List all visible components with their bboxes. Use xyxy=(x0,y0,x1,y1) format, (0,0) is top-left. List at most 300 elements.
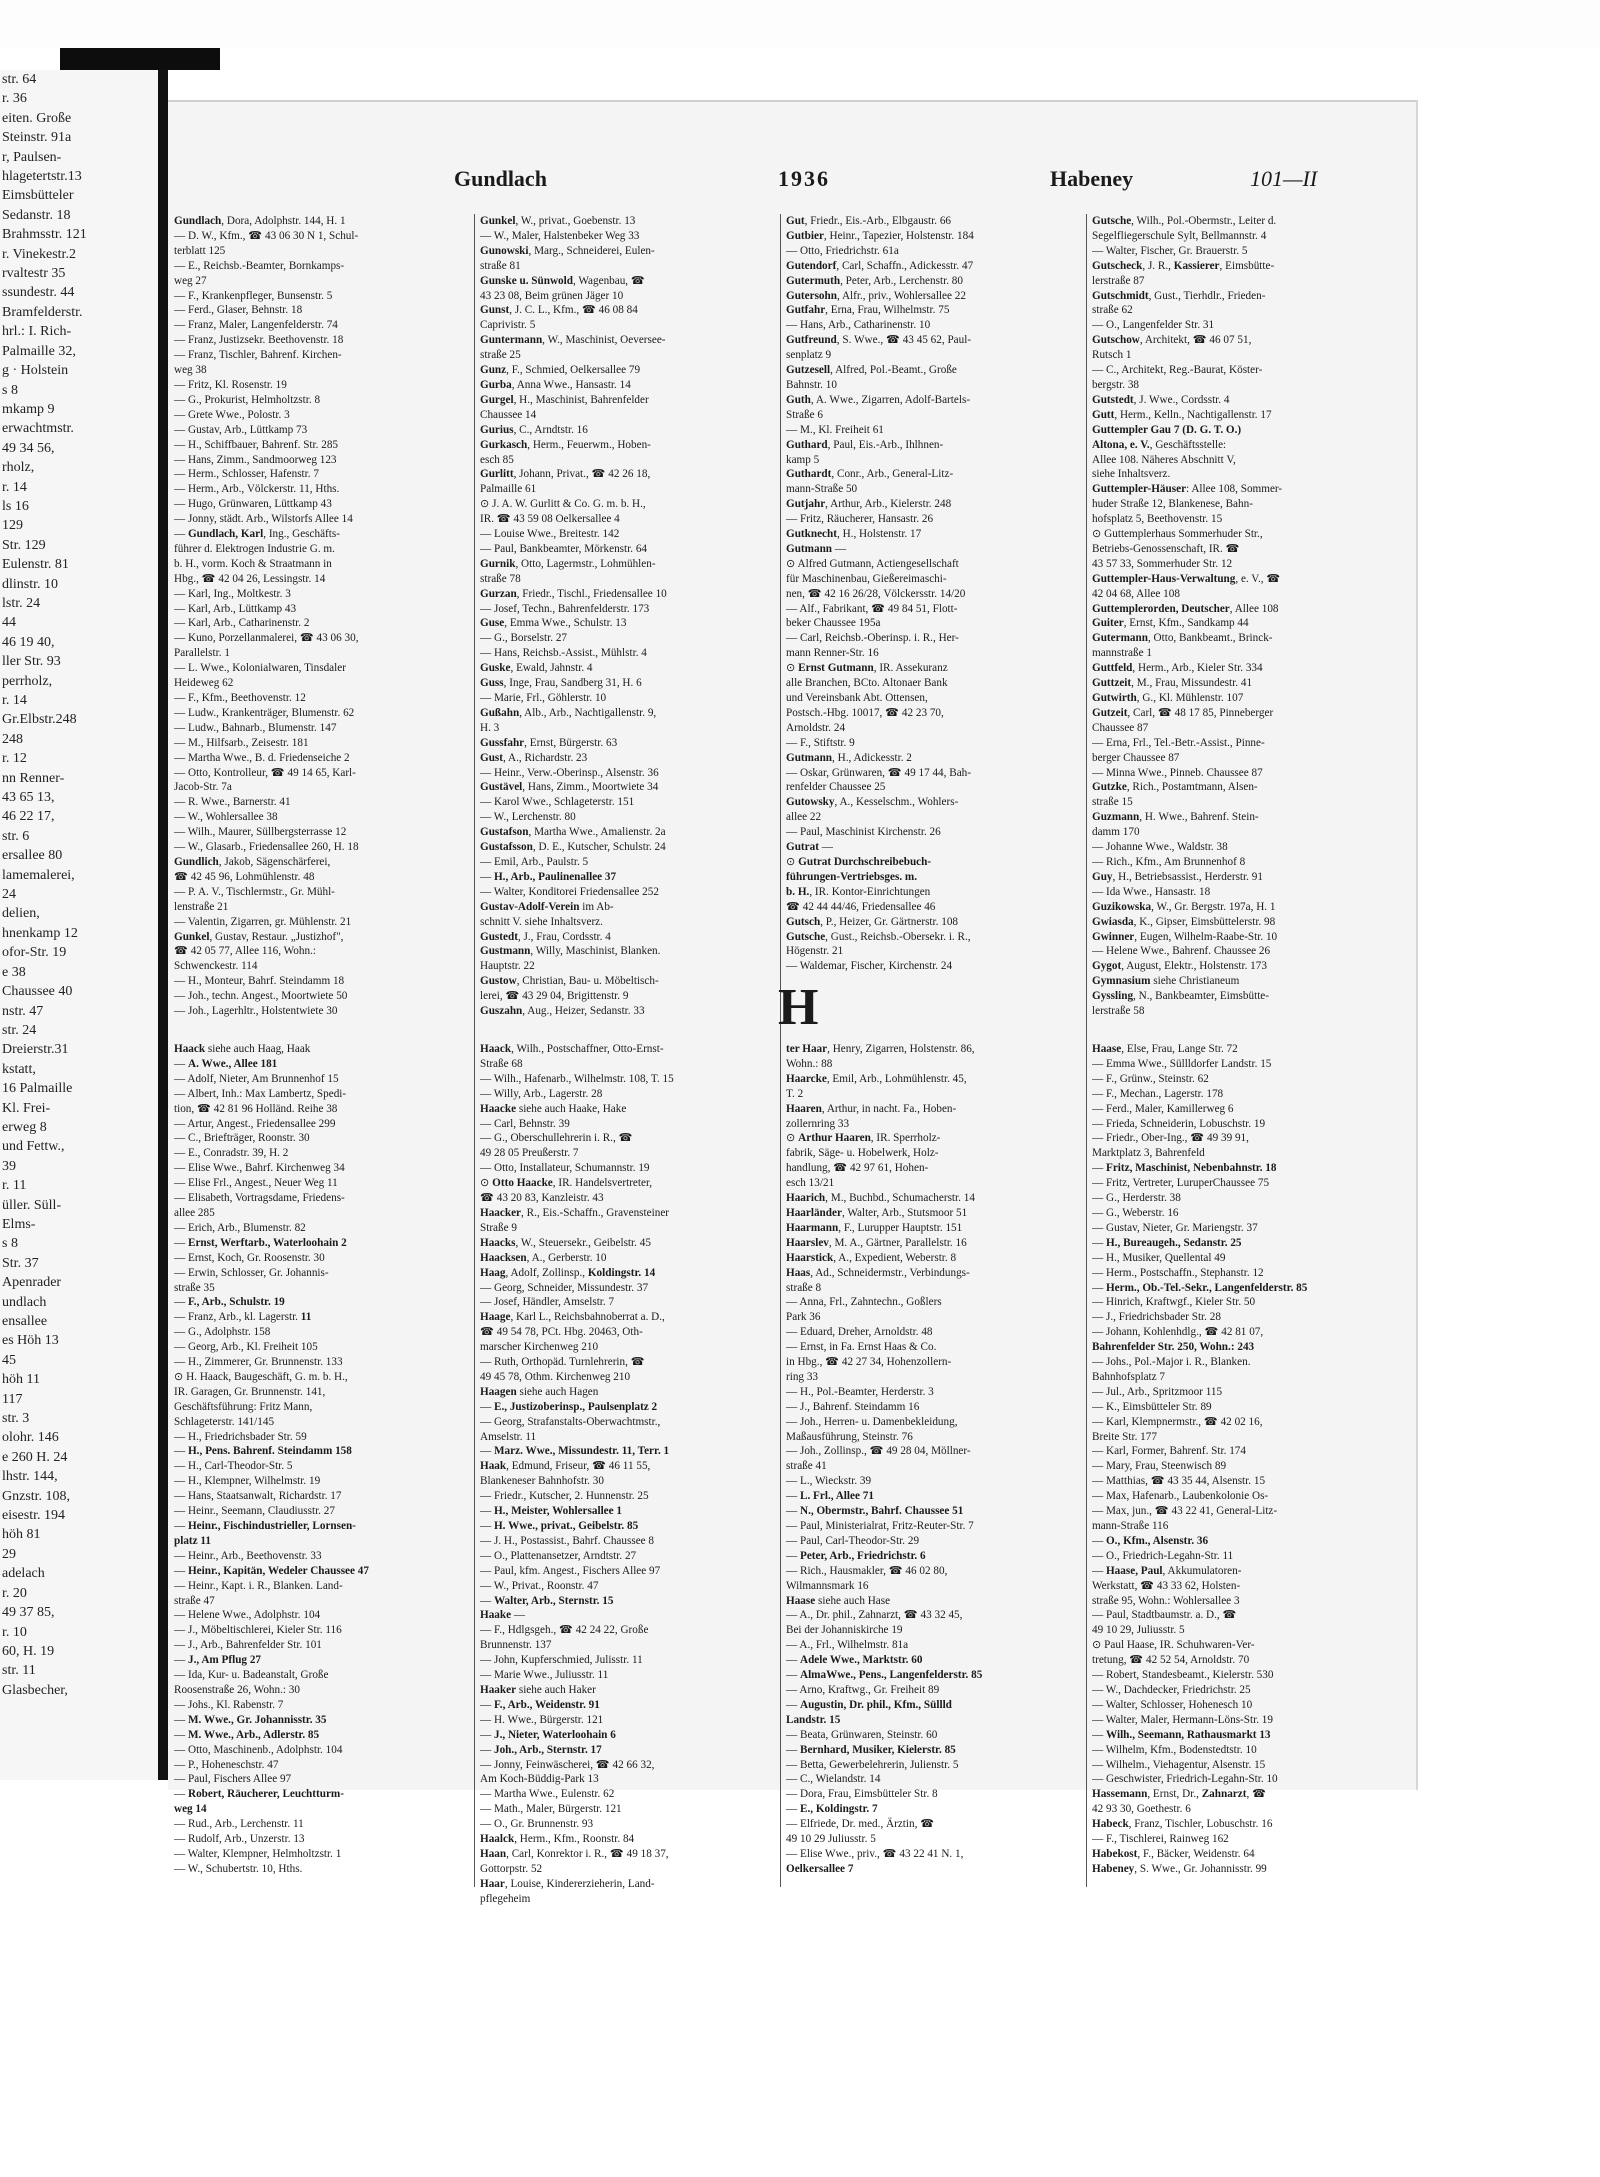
directory-entry: esch 85 xyxy=(480,453,514,466)
directory-entry: Gutsche, Wilh., Pol.-Obermstr., Leiter d. xyxy=(1092,215,1277,227)
directory-entry: — Walter, Maler, Hermann-Löns-Str. 19 xyxy=(1092,1713,1273,1726)
left-page-line: kstatt, xyxy=(2,1061,36,1077)
directory-entry: Haarich, M., Buchbd., Schumacherstr. 14 xyxy=(786,1192,975,1205)
directory-entry: — F., Stiftstr. 9 xyxy=(786,736,855,749)
book-spine xyxy=(158,70,168,1780)
directory-entry: — Waldemar, Fischer, Kirchenstr. 24 xyxy=(786,960,953,973)
directory-entry: Rutsch 1 xyxy=(1092,349,1132,362)
directory-entry: Guntermann, W., Maschinist, Oeversee- xyxy=(480,334,666,347)
left-page-line: undlach xyxy=(2,1294,47,1310)
directory-entry: — Walter, Konditorei Friedensallee 252 xyxy=(480,885,659,898)
directory-entry: Gunowski, Marg., Schneiderei, Eulen- xyxy=(480,244,655,257)
directory-entry: Haarcke, Emil, Arb., Lohmühlenstr. 45, xyxy=(786,1072,967,1085)
directory-entry: weg 38 xyxy=(174,364,207,377)
directory-entry: — Walter, Klempner, Helmholtzstr. 1 xyxy=(174,1847,342,1860)
left-page-line: s 8 xyxy=(2,382,18,398)
directory-entry: und Vereinsbank Abt. Ottensen, xyxy=(786,692,928,704)
directory-entry: — Hans, Arb., Catharinenstr. 10 xyxy=(786,319,931,332)
left-page-line: ssundestr. 44 xyxy=(2,285,75,301)
directory-entry: 49 28 05 Preußerstr. 7 xyxy=(480,1147,579,1160)
directory-entry: Gutbier, Heinr., Tapezier, Holstenstr. 184 xyxy=(786,229,974,242)
directory-entry: Roosenstraße 26, Wohn.: 30 xyxy=(174,1683,300,1696)
directory-entry: — F., Kfm., Beethovenstr. 12 xyxy=(174,692,306,704)
directory-entry: esch 13/21 xyxy=(786,1177,835,1190)
directory-entry: — F., Mechan., Lagerstr. 178 xyxy=(1092,1087,1224,1100)
directory-entry: Haarslev, M. A., Gärtner, Parallelstr. 16 xyxy=(786,1236,967,1249)
directory-entry: — L. Frl., Allee 71 xyxy=(786,1490,874,1503)
directory-entry: Gutwirth, G., Kl. Mühlenstr. 107 xyxy=(1092,692,1244,704)
directory-entry: — F., Tischlerei, Rainweg 162 xyxy=(1092,1833,1229,1846)
directory-entry: Habekost, F., Bäcker, Weidenstr. 64 xyxy=(1092,1847,1255,1860)
bottom-column-3 xyxy=(786,1042,1056,1877)
directory-entry: — Elise Wwe., Bahrf. Kirchenweg 34 xyxy=(174,1162,345,1175)
directory-entry: straße 81 xyxy=(480,259,521,272)
directory-entry: — G., Weberstr. 16 xyxy=(1092,1206,1179,1219)
directory-entry: b. H., IR. Kontor-Einrichtungen xyxy=(786,885,931,898)
directory-entry: lerstraße 87 xyxy=(1092,274,1145,287)
directory-entry: Gutfreund, S. Wwe., ☎ 43 45 62, Paul- xyxy=(786,334,972,347)
directory-entry: Gustav-Adolf-Verein im Ab- xyxy=(480,900,614,913)
directory-entry: — H., Meister, Wohlersallee 1 xyxy=(480,1505,622,1518)
directory-entry: Gutmann — xyxy=(786,542,846,555)
directory-entry: — H., Friedrichsbader Str. 59 xyxy=(174,1430,307,1443)
directory-entry: — Minna Wwe., Pinneb. Chaussee 87 xyxy=(1092,766,1263,779)
directory-entry: — Wilhelm., Viehagentur, Alsenstr. 15 xyxy=(1092,1758,1266,1771)
directory-entry: — Heinr., Fischindustrieller, Lornsen- xyxy=(174,1520,356,1532)
directory-entry: — Paul, Maschinist Kirchenstr. 26 xyxy=(786,826,941,839)
directory-entry: — Jonny, Feinwäscherei, ☎ 42 66 32, xyxy=(480,1758,655,1771)
directory-entry: mannstraße 1 xyxy=(1092,647,1152,660)
directory-entry: ☎ 42 05 77, Allee 116, Wohn.: xyxy=(174,945,316,958)
directory-entry: — Karl, Arb., Catharinenstr. 2 xyxy=(174,617,310,630)
directory-entry: Guttemplerorden, Deutscher, Allee 108 xyxy=(1092,602,1279,615)
directory-entry: Haarmann, F., Lurupper Hauptstr. 151 xyxy=(786,1221,963,1234)
directory-entry: Haacks, W., Steuersekr., Geibelstr. 45 xyxy=(480,1236,651,1249)
directory-entry: Gutsche, Gust., Reichsb.-Obersekr. i. R., xyxy=(786,930,971,943)
directory-entry: weg 27 xyxy=(174,274,207,287)
directory-entry: Gustafsson, D. E., Kutscher, Schulstr. 24 xyxy=(480,841,666,854)
left-page-line: lhstr. 144, xyxy=(2,1469,58,1485)
directory-entry: — H., Zimmerer, Gr. Brunnenstr. 133 xyxy=(174,1356,343,1369)
directory-entry: — Herm., Ob.-Tel.-Sekr., Langenfelderstr. 85 xyxy=(1092,1281,1308,1294)
left-page-line: r. 14 xyxy=(2,479,27,495)
directory-entry: Bei der Johanniskirche 19 xyxy=(786,1624,903,1637)
directory-entry: — Karl, Klempnermstr., ☎ 42 02 16, xyxy=(1092,1415,1263,1428)
directory-entry: — Ida Wwe., Hansastr. 18 xyxy=(1092,885,1211,898)
directory-entry: — Hans, Staatsanwalt, Richardstr. 17 xyxy=(174,1490,342,1503)
directory-entry: — Augustin, Dr. phil., Kfm., Süllld xyxy=(786,1698,952,1711)
left-page-line: üller. Süll- xyxy=(2,1197,62,1213)
left-page-line: adelach xyxy=(2,1566,45,1582)
directory-entry: — W., Privat., Roonstr. 47 xyxy=(480,1579,599,1592)
directory-entry: — Kuno, Porzellanmalerei, ☎ 43 06 30, xyxy=(174,632,359,645)
directory-entry: Guttzeit, M., Frau, Missundestr. 41 xyxy=(1092,677,1253,690)
directory-entry: nen, ☎ 42 16 26/28, Völckersstr. 14/20 xyxy=(786,587,966,600)
directory-entry: — Franz, Arb., kl. Lagerstr. 11 xyxy=(174,1311,312,1324)
left-page-line: Chaussee 40 xyxy=(2,984,73,1000)
left-page-line: delien, xyxy=(2,906,40,922)
directory-entry: Haack siehe auch Haag, Haak xyxy=(174,1043,311,1055)
directory-entry: — H., Musiker, Quellental 49 xyxy=(1092,1251,1226,1264)
directory-entry: — Karl, Arb., Lüttkamp 43 xyxy=(174,602,297,615)
directory-entry: — Max, Hafenarb., Laubenkolonie Os- xyxy=(1092,1490,1269,1503)
directory-entry: Park 36 xyxy=(786,1311,821,1324)
directory-entry: Gutschow, Architekt, ☎ 46 07 51, xyxy=(1092,334,1252,347)
directory-entry: Haack, Wilh., Postschaffner, Otto-Ernst- xyxy=(480,1043,664,1055)
directory-entry: Gutermuth, Peter, Arb., Lerchenstr. 80 xyxy=(786,274,963,287)
directory-entry: — C., Briefträger, Roonstr. 30 xyxy=(174,1132,310,1145)
left-page-line: mkamp 9 xyxy=(2,401,55,417)
directory-entry: — H., Pol.-Beamter, Herderstr. 3 xyxy=(786,1385,934,1398)
left-page-line: Elms- xyxy=(2,1216,36,1232)
directory-entry: — F., Arb., Schulstr. 19 xyxy=(174,1296,285,1309)
directory-entry: Guttempler-Haus-Verwaltung, e. V., ☎ xyxy=(1092,572,1281,585)
directory-entry: — Hinrich, Kraftwgf., Kieler Str. 50 xyxy=(1092,1296,1256,1309)
directory-entry: Gustedt, J., Frau, Cordsstr. 4 xyxy=(480,930,611,943)
left-page-line: 117 xyxy=(2,1391,23,1407)
left-page-line: ersallee 80 xyxy=(2,848,63,864)
left-page-line: ller Str. 93 xyxy=(2,654,61,670)
directory-entry: Gurnik, Otto, Lagermstr., Lohmühlen- xyxy=(480,557,656,570)
directory-entry: Guthard, Paul, Eis.-Arb., Ihlhnen- xyxy=(786,438,944,451)
directory-entry: straße 47 xyxy=(174,1594,215,1607)
directory-entry: — Max, jun., ☎ 43 22 41, General-Litz- xyxy=(1092,1505,1278,1518)
directory-entry: — O., Friedrich-Legahn-Str. 11 xyxy=(1092,1549,1234,1562)
directory-entry: — Ida, Kur- u. Badeanstalt, Große xyxy=(174,1669,329,1682)
directory-entry: — Otto, Maschinenb., Adolphstr. 104 xyxy=(174,1743,343,1756)
directory-entry: 49 45 78, Othm. Kirchenweg 210 xyxy=(480,1370,631,1383)
directory-entry: — Karl, Ing., Moltkestr. 3 xyxy=(174,587,291,600)
directory-entry: — G., Oberschullehrerin i. R., ☎ xyxy=(480,1132,633,1145)
directory-entry: Gutfahr, Erna, Frau, Wilhelmstr. 75 xyxy=(786,304,950,317)
directory-entry: tion, ☎ 42 81 96 Holländ. Reihe 38 xyxy=(174,1102,338,1115)
directory-entry: — W., Schubertstr. 10, Hths. xyxy=(174,1862,303,1875)
directory-entry: Am Koch-Büddig-Park 13 xyxy=(480,1773,599,1786)
column-rule xyxy=(780,214,781,1059)
left-page-line: nn Renner- xyxy=(2,770,65,786)
directory-entry: straße 15 xyxy=(1092,796,1133,809)
top-column-3 xyxy=(786,214,1056,974)
directory-entry: — Ruth, Orthopäd. Turnlehrerin, ☎ xyxy=(480,1356,645,1369)
directory-entry: — N., Obermstr., Bahrf. Chaussee 51 xyxy=(786,1505,964,1518)
directory-entry: 42 93 30, Goethestr. 6 xyxy=(1092,1803,1191,1816)
left-page-line: Gnzstr. 108, xyxy=(2,1488,71,1504)
directory-entry: Gutknecht, H., Holstenstr. 17 xyxy=(786,528,922,541)
directory-entry: — Paul, Carl-Theodor-Str. 29 xyxy=(786,1534,920,1547)
directory-entry: — W., Lerchenstr. 80 xyxy=(480,811,576,824)
directory-entry: Marktplatz 3, Bahrenfeld xyxy=(1092,1147,1205,1160)
directory-entry: — Gustav, Nieter, Gr. Mariengstr. 37 xyxy=(1092,1221,1258,1234)
directory-entry: Gustävel, Hans, Zimm., Moortwiete 34 xyxy=(480,781,659,794)
directory-entry: — H., Pens. Bahrenf. Steindamm 158 xyxy=(174,1445,352,1458)
directory-entry: — Georg, Schneider, Missundestr. 37 xyxy=(480,1281,649,1294)
directory-entry: Straße 6 xyxy=(786,408,823,421)
directory-entry: — Ferd., Glaser, Behnstr. 18 xyxy=(174,304,303,317)
left-page-line: 16 Palmaille xyxy=(2,1081,73,1097)
directory-entry: Gyssling, N., Bankbeamter, Eimsbütte- xyxy=(1092,990,1269,1003)
directory-entry: — Oskar, Grünwaren, ☎ 49 17 44, Bah- xyxy=(786,766,971,779)
directory-entry: T. 2 xyxy=(786,1087,804,1100)
directory-entry: 42 04 68, Allee 108 xyxy=(1092,587,1180,600)
directory-entry: Guzmann, H. Wwe., Bahrenf. Stein- xyxy=(1092,811,1259,824)
directory-entry: — Marie, Frl., Göhlerstr. 10 xyxy=(480,692,607,704)
directory-entry: — Herm., Arb., Völckerstr. 11, Hths. xyxy=(174,483,340,496)
directory-entry: — Matthias, ☎ 43 35 44, Alsenstr. 15 xyxy=(1092,1475,1266,1488)
directory-entry: — Martha Wwe., B. d. Friedenseiche 2 xyxy=(174,751,350,764)
directory-entry: — Albert, Inh.: Max Lambertz, Spedi- xyxy=(174,1087,347,1100)
directory-entry: Oelkersallee 7 xyxy=(786,1862,854,1875)
directory-entry: — Heinr., Arb., Beethovenstr. 33 xyxy=(174,1549,322,1562)
left-page-line: es Höh 13 xyxy=(2,1333,59,1349)
directory-entry: — C., Wielandstr. 14 xyxy=(786,1773,881,1786)
header-page-number: 101—II xyxy=(1250,166,1318,191)
directory-entry: — Artur, Angest., Friedensallee 299 xyxy=(174,1117,336,1130)
directory-entry: Gundlich, Jakob, Sägenschärferei, xyxy=(174,855,331,868)
directory-entry: Palmaille 61 xyxy=(480,483,537,496)
directory-entry: — J., Nieter, Waterloohain 6 xyxy=(480,1728,616,1741)
directory-entry: Gundlach, Dora, Adolphstr. 144, H. 1 xyxy=(174,215,346,227)
directory-entry: — Alf., Fabrikant, ☎ 49 84 51, Flott- xyxy=(786,602,958,615)
directory-entry: Straße 68 xyxy=(480,1057,523,1070)
top-column-1 xyxy=(174,214,444,1019)
directory-entry: Hbg., ☎ 42 04 26, Lessingstr. 14 xyxy=(174,572,326,585)
header-year: 1936 xyxy=(778,166,830,191)
left-page-line: perrholz, xyxy=(2,673,53,689)
directory-entry: Bahrenfelder Str. 250, Wohn.: 243 xyxy=(1092,1341,1255,1354)
directory-entry: Werkstatt, ☎ 43 33 62, Holsten- xyxy=(1092,1579,1241,1592)
directory-entry: Brunnenstr. 137 xyxy=(480,1639,552,1652)
directory-entry: — W., Dachdecker, Friedrichstr. 25 xyxy=(1092,1683,1251,1696)
directory-entry: — Geschwister, Friedrich-Legahn-Str. 10 xyxy=(1092,1773,1278,1786)
directory-entry: — Wilhelm, Kfm., Bodenstedtstr. 10 xyxy=(1092,1743,1257,1756)
directory-entry: — Joh., Herren- u. Damenbekleidung, xyxy=(786,1415,958,1428)
directory-entry: Gurkasch, Herm., Feuerwm., Hoben- xyxy=(480,438,651,451)
bottom-column-4 xyxy=(1092,1042,1362,1877)
directory-entry: Betriebs-Genossenschaft, IR. ☎ xyxy=(1092,542,1240,555)
directory-entry: schnitt V. siehe Inhaltsverz. xyxy=(480,915,603,928)
binder-edge xyxy=(60,48,220,70)
directory-entry: — Anna, Frl., Zahntechn., Goßlers xyxy=(786,1296,942,1309)
directory-entry: 43 23 08, Beim grünen Jäger 10 xyxy=(480,289,624,302)
directory-entry: — Rich., Hausmakler, ☎ 46 02 80, xyxy=(786,1564,948,1577)
directory-entry: Gurba, Anna Wwe., Hansastr. 14 xyxy=(480,378,631,391)
left-page-line: eisestr. 194 xyxy=(2,1508,65,1524)
directory-entry: alle Branchen, BCto. Altonaer Bank xyxy=(786,677,948,690)
directory-entry: fabrik, Säge- u. Hobelwerk, Holz- xyxy=(786,1147,939,1160)
directory-entry: — Ferd., Maler, Kamillerweg 6 xyxy=(1092,1102,1234,1115)
directory-entry: — Herm., Schlosser, Hafenstr. 7 xyxy=(174,468,319,481)
directory-entry: — Fritz, Räucherer, Hansastr. 26 xyxy=(786,513,934,526)
directory-entry: — Walter, Arb., Sternstr. 15 xyxy=(480,1594,614,1607)
directory-entry: — Georg, Arb., Kl. Freiheit 105 xyxy=(174,1341,318,1354)
directory-entry: — Heinr., Verw.-Oberinsp., Alsenstr. 36 xyxy=(480,766,659,779)
directory-entry: — W., Maler, Halstenbeker Weg 33 xyxy=(480,229,640,242)
directory-entry: Habeney, S. Wwe., Gr. Johannisstr. 99 xyxy=(1092,1862,1267,1875)
directory-entry: Guy, H., Betriebsassist., Herderstr. 91 xyxy=(1092,870,1263,883)
left-page-line: olohr. 146 xyxy=(2,1430,59,1446)
directory-entry: — Jul., Arb., Spritzmoor 115 xyxy=(1092,1385,1223,1398)
left-page-line: lstr. 24 xyxy=(2,595,41,611)
directory-entry: — P. A. V., Tischlermstr., Gr. Mühl- xyxy=(174,885,335,898)
left-page-line: 248 xyxy=(2,731,23,747)
directory-entry: IR. Garagen, Gr. Brunnenstr. 141, xyxy=(174,1385,326,1398)
directory-entry: straße 62 xyxy=(1092,304,1133,317)
directory-entry: Altona, e. V., Geschäftsstelle: xyxy=(1092,438,1227,451)
directory-entry: — O., Gr. Brunnenstr. 93 xyxy=(480,1818,594,1831)
left-page-line: rvaltestr 35 xyxy=(2,266,66,282)
directory-entry: Haaker siehe auch Haker xyxy=(480,1683,596,1696)
column-rule xyxy=(1086,1042,1087,1887)
directory-entry: bergstr. 38 xyxy=(1092,378,1140,391)
directory-entry: Guth, A. Wwe., Zigarren, Adolf-Bartels- xyxy=(786,393,971,406)
directory-entry: — Erna, Frl., Tel.-Betr.-Assist., Pinne- xyxy=(1092,736,1265,749)
directory-entry: ⊙ Paul Haase, IR. Schuhwaren-Ver- xyxy=(1092,1639,1255,1652)
directory-entry: Schlageterstr. 141/145 xyxy=(174,1415,275,1428)
directory-entry: — O., Kfm., Alsenstr. 36 xyxy=(1092,1534,1209,1547)
left-page-line: Kl. Frei- xyxy=(2,1100,51,1116)
left-page-line: r. 36 xyxy=(2,91,27,107)
directory-entry: Wilmannsmark 16 xyxy=(786,1579,869,1592)
directory-entry: allee 22 xyxy=(786,811,822,824)
left-page-line: hrl.: I. Rich- xyxy=(2,324,72,340)
directory-entry: — Mary, Frau, Steenwisch 89 xyxy=(1092,1460,1227,1473)
left-page-line: Sedanstr. 18 xyxy=(2,207,71,223)
directory-entry: — G., Borselstr. 27 xyxy=(480,632,568,645)
directory-entry: beker Chaussee 195a xyxy=(786,617,881,630)
directory-entry: — W., Glasarb., Friedensallee 260, H. 18 xyxy=(174,841,359,854)
directory-entry: — Carl, Behnstr. 39 xyxy=(480,1117,570,1130)
directory-entry: Gutt, Herm., Kelln., Nachtigallenstr. 17 xyxy=(1092,408,1272,421)
directory-entry: Gutmann, H., Adickesstr. 2 xyxy=(786,751,912,764)
directory-entry: Parallelstr. 1 xyxy=(174,647,230,660)
directory-entry: — H., Arb., Paulinenallee 37 xyxy=(480,870,617,883)
directory-entry: — Emma Wwe., Süllldorfer Landstr. 15 xyxy=(1092,1057,1272,1070)
directory-entry: — H., Carl-Theodor-Str. 5 xyxy=(174,1460,293,1473)
column-rule xyxy=(474,1042,475,1887)
directory-entry: — J., Friedrichsbader Str. 28 xyxy=(1092,1311,1221,1324)
left-page-line: r. 12 xyxy=(2,751,27,767)
directory-entry: Gutzeit, Carl, ☎ 48 17 85, Pinneberger xyxy=(1092,706,1274,719)
directory-entry: Gurgel, H., Maschinist, Bahrenfelder xyxy=(480,393,649,406)
left-page-line: 45 xyxy=(2,1352,16,1368)
directory-entry: Haan, Carl, Konrektor i. R., ☎ 49 18 37, xyxy=(480,1847,669,1860)
directory-entry: Haag, Adolf, Zollinsp., Koldingstr. 14 xyxy=(480,1266,656,1279)
directory-entry: Gymnasium siehe Christianeum xyxy=(1092,975,1240,988)
left-page-line: und Fettw., xyxy=(2,1139,65,1155)
directory-entry: Guss, Inge, Frau, Sandberg 31, H. 6 xyxy=(480,677,642,690)
directory-entry: Gutrat — xyxy=(786,841,833,854)
left-page-line: 44 xyxy=(2,615,16,631)
directory-entry: Gustow, Christian, Bau- u. Möbeltisch- xyxy=(480,975,659,988)
directory-entry: allee 285 xyxy=(174,1206,215,1219)
page-header xyxy=(168,166,1418,200)
directory-entry: Arnoldstr. 24 xyxy=(786,721,846,734)
left-page-line: 49 34 56, xyxy=(2,440,55,456)
directory-entry: — Ludw., Krankenträger, Blumenstr. 62 xyxy=(174,706,355,719)
left-page-line: r. 14 xyxy=(2,693,27,708)
directory-entry: — Johs., Pol.-Major i. R., Blanken. xyxy=(1092,1356,1251,1369)
directory-entry: Gunkel, Gustav, Restaur. „Justizhof", xyxy=(174,930,344,943)
directory-entry: tretung, ☎ 42 52 54, Arnoldstr. 70 xyxy=(1092,1654,1250,1667)
directory-entry: Guske, Ewald, Jahnstr. 4 xyxy=(480,662,593,675)
directory-entry: — Jonny, städt. Arb., Wilstorfs Allee 14 xyxy=(174,513,353,526)
directory-entry: für Maschinenbau, Gießereimaschi- xyxy=(786,572,947,585)
left-page-line: 60, H. 19 xyxy=(2,1643,55,1659)
directory-entry: — Paul, Ministerialrat, Fritz-Reuter-Str. 7 xyxy=(786,1520,974,1532)
directory-entry: — Hugo, Grünwaren, Lüttkamp 43 xyxy=(174,498,332,511)
directory-entry: straße 35 xyxy=(174,1281,215,1294)
directory-entry: — Grete Wwe., Polostr. 3 xyxy=(174,408,290,421)
directory-entry: — H., Klempner, Wilhelmstr. 19 xyxy=(174,1475,321,1488)
directory-entry: führungen-Vertriebsges. m. xyxy=(786,870,918,883)
directory-entry: — Marie Wwe., Juliusstr. 11 xyxy=(480,1669,609,1682)
directory-entry: ⊙ Gutrat Durchschreibebuch- xyxy=(786,855,932,868)
left-page-line: r. 20 xyxy=(2,1585,27,1601)
directory-entry: — M. Wwe., Arb., Adlerstr. 85 xyxy=(174,1728,320,1741)
directory-entry: — John, Kupferschmied, Julisstr. 11 xyxy=(480,1654,643,1667)
directory-entry: — Robert, Räucherer, Leuchtturm- xyxy=(174,1788,344,1801)
directory-entry: Guse, Emma Wwe., Schulstr. 13 xyxy=(480,617,627,630)
directory-entry: — L. Wwe., Kolonialwaren, Tinsdaler xyxy=(174,662,346,675)
directory-entry: — Johs., Kl. Rabenstr. 7 xyxy=(174,1698,284,1711)
left-page-line: str. 24 xyxy=(2,1022,37,1038)
scan-margin xyxy=(0,0,1600,48)
directory-entry: — Adele Wwe., Marktstr. 60 xyxy=(786,1654,923,1667)
left-page-line: e 38 xyxy=(2,964,26,980)
directory-entry: Haacksen, A., Gerberstr. 10 xyxy=(480,1251,607,1264)
directory-entry: — E., Koldingstr. 7 xyxy=(786,1803,878,1816)
directory-entry: Bahnhofsplatz 7 xyxy=(1092,1370,1166,1383)
directory-entry: Gutschmidt, Gust., Tierhdlr., Frieden- xyxy=(1092,289,1266,302)
directory-entry: Guzikowska, W., Gr. Bergstr. 197a, H. 1 xyxy=(1092,900,1276,913)
directory-entry: — Frieda, Schneiderin, Lobuschstr. 19 xyxy=(1092,1117,1266,1130)
directory-entry: Gunkel, W., privat., Goebenstr. 13 xyxy=(480,215,636,227)
directory-entry: — Gustav, Arb., Lüttkamp 73 xyxy=(174,423,308,436)
directory-entry: Haacker, R., Eis.-Schaffn., Gravensteiner xyxy=(480,1206,670,1219)
directory-entry: — Paul, kfm. Angest., Fischers Allee 97 xyxy=(480,1564,661,1577)
directory-entry: Haage, Karl L., Reichsbahnoberrat a. D., xyxy=(480,1311,665,1324)
directory-entry: — Heinr., Kapitän, Wedeler Chaussee 47 xyxy=(174,1564,369,1577)
directory-entry: Gutstedt, J. Wwe., Cordsstr. 4 xyxy=(1092,393,1230,406)
directory-entry: — Adolf, Nieter, Am Brunnenhof 15 xyxy=(174,1072,339,1085)
directory-entry: — Ernst, Werftarb., Waterloohain 2 xyxy=(174,1236,347,1249)
left-page-line: 49 37 85, xyxy=(2,1605,55,1621)
directory-entry: — Beata, Grünwaren, Steinstr. 60 xyxy=(786,1728,938,1741)
directory-entry: Segelfliegerschule Sylt, Bellmannstr. 4 xyxy=(1092,229,1267,242)
directory-entry: Gwiasda, K., Gipser, Eimsbüttelerstr. 98 xyxy=(1092,915,1276,928)
left-page-line: r. 11 xyxy=(2,1178,27,1194)
directory-entry: — Josef, Techn., Bahrenfelderstr. 173 xyxy=(480,602,650,615)
directory-entry: — Paul, Bankbeamter, Mörkenstr. 64 xyxy=(480,542,648,555)
directory-entry: — Walter, Fischer, Gr. Brauerstr. 5 xyxy=(1092,244,1248,257)
directory-entry: — Otto, Friedrichstr. 61a xyxy=(786,244,899,257)
left-page-line: hnenkamp 12 xyxy=(2,925,78,941)
directory-entry: Haacke siehe auch Haake, Hake xyxy=(480,1102,627,1115)
left-page-line: Str. 129 xyxy=(2,537,46,553)
directory-entry: Blankeneser Bahnhofstr. 30 xyxy=(480,1475,604,1488)
left-page-line: Apenrader xyxy=(2,1275,62,1291)
directory-entry: Maßausführung, Steinstr. 76 xyxy=(786,1430,913,1443)
directory-entry: — Otto, Kontrolleur, ☎ 49 14 65, Karl- xyxy=(174,766,356,779)
bottom-column-2 xyxy=(480,1042,750,1907)
directory-entry: — Paul, Stadtbaumstr. a. D., ☎ xyxy=(1092,1609,1237,1622)
directory-entry: Gunz, F., Schmied, Oelkersallee 79 xyxy=(480,364,641,377)
directory-entry: Gutjahr, Arthur, Arb., Kielerstr. 248 xyxy=(786,498,952,511)
directory-entry: straße 95, Wohn.: Wohlersallee 3 xyxy=(1092,1594,1240,1607)
directory-entry: — Arno, Kraftwg., Gr. Freiheit 89 xyxy=(786,1683,940,1696)
column-rule xyxy=(474,214,475,1059)
section-letter: H xyxy=(778,979,819,1036)
